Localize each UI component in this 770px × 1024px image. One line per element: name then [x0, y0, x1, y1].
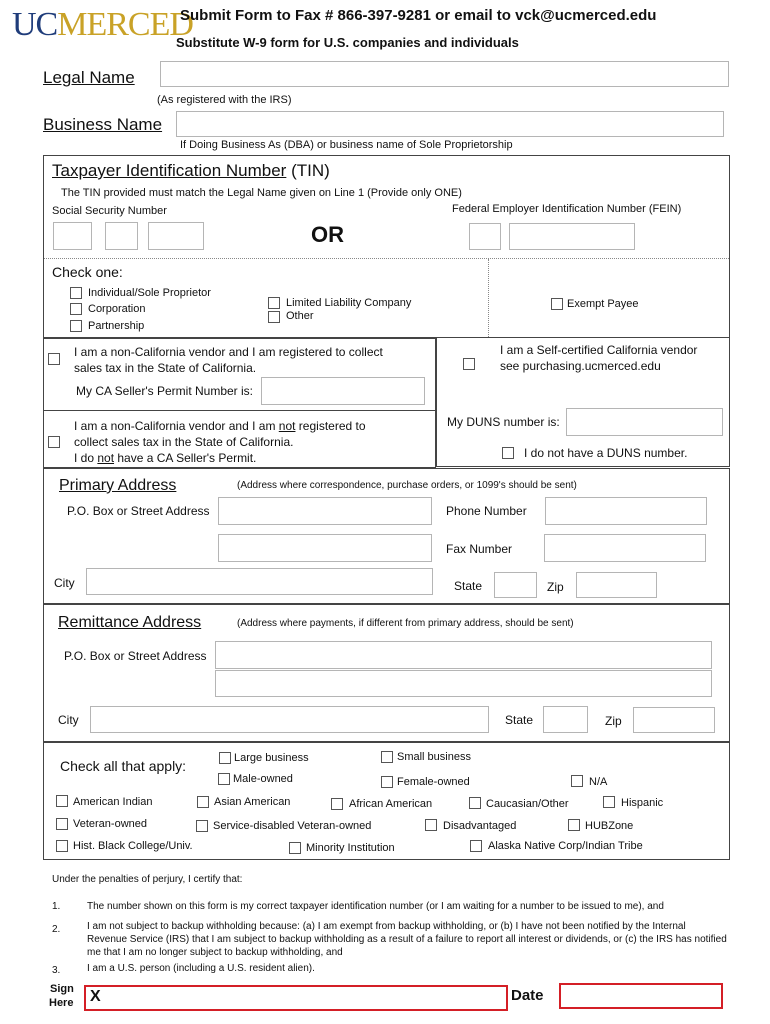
self-cert-text-2: see purchasing.ucmerced.edu: [500, 359, 661, 373]
hist-black-college-checkbox[interactable]: [56, 840, 68, 852]
remittance-street-input-1[interactable]: [215, 641, 712, 669]
ca-registered-text-1: I am a non-California vendor and I am registered to collect: [74, 345, 383, 359]
american-indian-checkbox[interactable]: [56, 795, 68, 807]
female-owned-label: Female-owned: [397, 776, 470, 788]
american-indian-label: American Indian: [73, 796, 153, 808]
caucasian-other-checkbox[interactable]: [469, 797, 481, 809]
large-business-label: Large business: [234, 752, 309, 764]
partnership-label: Partnership: [88, 320, 145, 332]
corporation-checkbox[interactable]: [70, 303, 82, 315]
ssn-part3-input[interactable]: [148, 222, 204, 250]
asian-american-label: Asian American: [214, 796, 291, 808]
individual-checkbox[interactable]: [70, 287, 82, 299]
logo-merced: MERCED: [57, 6, 193, 43]
ca-notreg-text-1b: registered to: [295, 419, 366, 433]
no-duns-label: I do not have a DUNS number.: [524, 446, 688, 460]
corporation-label: Corporation: [88, 303, 146, 315]
primary-street-input-1[interactable]: [218, 497, 432, 525]
phone-label: Phone Number: [446, 504, 527, 518]
or-separator: OR: [311, 222, 344, 247]
service-disabled-checkbox[interactable]: [196, 820, 208, 832]
african-american-checkbox[interactable]: [331, 798, 343, 810]
seller-permit-input[interactable]: [261, 377, 425, 405]
certification-intro: Under the penalties of perjury, I certify that:: [52, 874, 243, 885]
sign-label: Sign: [50, 983, 74, 995]
remittance-city-input[interactable]: [90, 706, 489, 733]
check-all-label: Check all that apply:: [60, 758, 187, 774]
remittance-address-note: (Address where payments, if different from primary address, should be sent): [237, 618, 574, 629]
certification-num-3: 3.: [52, 965, 61, 976]
primary-city-input[interactable]: [86, 568, 433, 595]
ssn-part2-input[interactable]: [105, 222, 138, 250]
check-one-divider: [488, 259, 489, 337]
primary-city-label: City: [54, 576, 75, 590]
remittance-zip-input[interactable]: [633, 707, 715, 733]
hubzone-checkbox[interactable]: [568, 819, 580, 831]
certification-item-2c: me that I am no longer subject to backup withholding, and: [87, 947, 343, 958]
large-business-checkbox[interactable]: [219, 752, 231, 764]
primary-zip-input[interactable]: [576, 572, 657, 598]
legal-name-input[interactable]: [160, 61, 729, 87]
individual-label: Individual/Sole Proprietor: [88, 287, 211, 299]
business-name-label: Business Name: [43, 115, 163, 134]
certification-num-1: 1.: [52, 901, 61, 912]
small-business-checkbox[interactable]: [381, 751, 393, 763]
date-label: Date: [511, 987, 544, 1004]
primary-state-input[interactable]: [494, 572, 537, 598]
here-label: Here: [49, 997, 74, 1009]
certification-item-1: The number shown on this form is my correct taxpayer identification number (or I am waiting for a number to be issued to me), and: [87, 901, 664, 912]
caucasian-other-label: Caucasian/Other: [486, 798, 569, 810]
ssn-label: Social Security Number: [52, 205, 167, 217]
male-owned-checkbox[interactable]: [218, 773, 230, 785]
primary-address-title: Primary Address: [59, 477, 177, 494]
remittance-city-label: City: [58, 713, 79, 727]
hispanic-label: Hispanic: [621, 797, 664, 809]
tin-title: [52, 161, 330, 181]
ssn-part1-input[interactable]: [53, 222, 92, 250]
minority-institution-label: Minority Institution: [306, 842, 395, 854]
business-name-input[interactable]: [176, 111, 724, 137]
primary-street-label: P.O. Box or Street Address: [67, 504, 210, 518]
primary-state-label: State: [454, 579, 483, 593]
alaska-native-label: Alaska Native Corp/Indian Tribe: [488, 840, 643, 852]
remittance-address-title: Remittance Address: [58, 614, 202, 631]
service-disabled-label: Service-disabled Veteran-owned: [213, 820, 372, 832]
veteran-owned-checkbox[interactable]: [56, 818, 68, 830]
seller-permit-label: My CA Seller's Permit Number is:: [76, 384, 253, 398]
remittance-street-input-2[interactable]: [215, 670, 712, 697]
legal-name-note: (As registered with the IRS): [157, 94, 292, 106]
ca-notreg-not-1: not: [278, 419, 296, 433]
no-duns-checkbox[interactable]: [502, 447, 514, 459]
remittance-state-label: State: [505, 713, 534, 727]
check-one-label: Check one:: [52, 264, 123, 280]
signature-x-mark: X: [90, 988, 101, 1005]
fax-label: Fax Number: [446, 542, 513, 556]
certification-item-2b: Revenue Service (IRS) that I am subject to backup withholding as a result of a failure to report all interest or dividends, or (c) the IRS has notified: [87, 934, 727, 945]
logo-uc: UC: [12, 6, 58, 43]
asian-american-checkbox[interactable]: [197, 796, 209, 808]
alaska-native-checkbox[interactable]: [470, 840, 482, 852]
primary-zip-label: Zip: [547, 580, 564, 594]
partnership-checkbox[interactable]: [70, 320, 82, 332]
ca-registered-checkbox[interactable]: [48, 353, 60, 365]
other-checkbox[interactable]: [268, 311, 280, 323]
page-subtitle: Substitute W-9 form for U.S. companies and individuals: [176, 35, 519, 50]
legal-name-label: Legal Name: [43, 68, 135, 87]
ucmerced-logo: [12, 6, 193, 44]
small-business-label: Small business: [397, 751, 471, 763]
tin-divider: [44, 258, 729, 259]
duns-input[interactable]: [566, 408, 723, 436]
ca-notreg-text-1a: I am a non-California vendor and I am: [74, 419, 279, 433]
ca-notreg-text-3: [74, 451, 256, 465]
ca-notreg-text-2: collect sales tax in the State of California.: [74, 435, 294, 449]
date-box[interactable]: [559, 983, 723, 1009]
primary-address-note: (Address where correspondence, purchase orders, or 1099's should be sent): [237, 480, 577, 491]
female-owned-checkbox[interactable]: [381, 776, 393, 788]
self-cert-checkbox[interactable]: [463, 358, 475, 370]
disadvantaged-checkbox[interactable]: [425, 819, 437, 831]
minority-institution-checkbox[interactable]: [289, 842, 301, 854]
llc-label: Limited Liability Company: [286, 297, 412, 309]
business-name-note: If Doing Business As (DBA) or business name of Sole Proprietorship: [180, 139, 513, 151]
remittance-zip-label: Zip: [605, 714, 622, 728]
fein-part1-input[interactable]: [469, 223, 501, 250]
self-cert-text-1: I am a Self-certified California vendor: [500, 343, 698, 357]
ca-registered-text-2: sales tax in the State of California.: [74, 361, 257, 375]
fax-input[interactable]: [544, 534, 706, 562]
fein-part2-input[interactable]: [509, 223, 635, 250]
exempt-payee-checkbox[interactable]: [551, 298, 563, 310]
hubzone-label: HUBZone: [585, 820, 634, 832]
exempt-payee-label: Exempt Payee: [567, 298, 639, 310]
ca-notreg-text-3b: have a CA Seller's Permit.: [114, 451, 257, 465]
hist-black-college-label: Hist. Black College/Univ.: [73, 840, 193, 852]
certification-item-2a: I am not subject to backup withholding because: (a) I am exempt from backup withholding, or (b) I have not been notified by the Internal: [87, 921, 686, 932]
certification-item-3: I am a U.S. person (including a U.S. resident alien).: [87, 963, 315, 974]
signature-box[interactable]: [84, 985, 508, 1011]
na-label: N/A: [589, 776, 608, 788]
ca-notreg-checkbox[interactable]: [48, 436, 60, 448]
disadvantaged-label: Disadvantaged: [443, 820, 517, 832]
african-american-label: African American: [349, 798, 433, 810]
primary-street-input-2[interactable]: [218, 534, 432, 562]
ca-notreg-text-3a: I do: [74, 451, 98, 465]
duns-label: My DUNS number is:: [447, 415, 560, 429]
veteran-owned-label: Veteran-owned: [73, 818, 147, 830]
male-owned-label: Male-owned: [233, 773, 293, 785]
na-checkbox[interactable]: [571, 775, 583, 787]
tin-title-suffix: (TIN): [291, 161, 330, 180]
ca-notreg-not-2: not: [97, 451, 115, 465]
remittance-state-input[interactable]: [543, 706, 588, 733]
ca-notreg-text-1: [74, 419, 366, 433]
remittance-street-label: P.O. Box or Street Address: [64, 649, 207, 663]
hispanic-checkbox[interactable]: [603, 796, 615, 808]
llc-checkbox[interactable]: [268, 297, 280, 309]
fein-label: Federal Employer Identification Number (FEIN): [452, 203, 682, 215]
tin-title-main: Taxpayer Identification Number: [52, 161, 287, 180]
tin-note: The TIN provided must match the Legal Name given on Line 1 (Provide only ONE): [61, 187, 462, 199]
certification-num-2: 2.: [52, 924, 61, 935]
phone-input[interactable]: [545, 497, 707, 525]
page-title: Submit Form to Fax # 866-397-9281 or email to vck@ucmerced.edu: [180, 7, 657, 24]
other-label: Other: [286, 310, 314, 322]
